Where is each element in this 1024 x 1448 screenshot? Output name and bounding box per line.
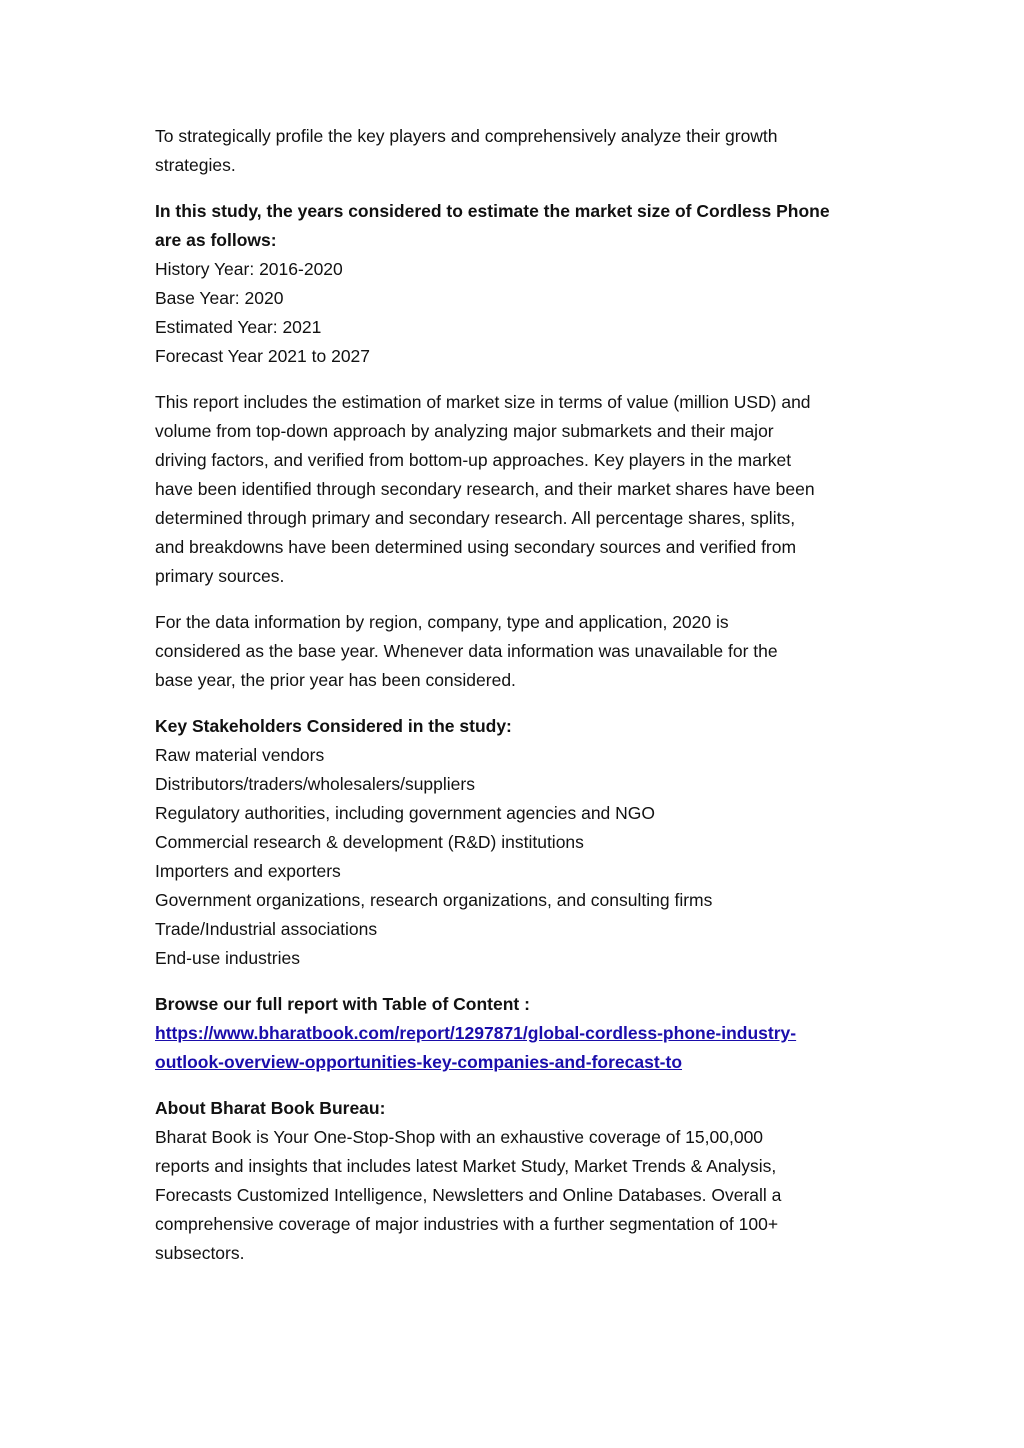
years-section — [155, 197, 885, 371]
report-paragraph — [155, 388, 885, 591]
intro-line: strategies. — [155, 155, 236, 175]
stakeholder-item: Distributors/traders/wholesalers/suppliers — [155, 774, 475, 794]
report-line: This report includes the estimation of market size in terms of value (million USD) and — [155, 392, 811, 412]
data-info-line: For the data information by region, company, type and application, 2020 is — [155, 612, 729, 632]
forecast-year: Forecast Year 2021 to 2027 — [155, 346, 371, 366]
document-page — [155, 122, 885, 1285]
estimated-year: Estimated Year: 2021 — [155, 317, 322, 337]
about-section — [155, 1094, 885, 1268]
report-line: have been identified through secondary research, and their market shares have been — [155, 479, 815, 499]
stakeholders-section — [155, 712, 885, 973]
about-line: reports and insights that includes latest Market Study, Market Trends & Analysis, — [155, 1156, 777, 1176]
stakeholder-item: Government organizations, research organizations, and consulting firms — [155, 890, 713, 910]
stakeholders-heading: Key Stakeholders Considered in the study: — [155, 716, 512, 736]
report-line: determined through primary and secondary research. All percentage shares, splits, — [155, 508, 796, 528]
about-line: Bharat Book is Your One-Stop-Shop with an exhaustive coverage of 15,00,000 — [155, 1127, 764, 1147]
data-info-paragraph — [155, 608, 885, 695]
intro-line: To strategically profile the key players and comprehensively analyze their growth — [155, 126, 778, 146]
report-line: volume from top-down approach by analyzing major submarkets and their major — [155, 421, 774, 441]
about-line: comprehensive coverage of major industries with a further segmentation of 100+ — [155, 1214, 779, 1234]
report-line: driving factors, and verified from bottom-up approaches. Key players in the market — [155, 450, 792, 470]
years-heading: are as follows: — [155, 230, 277, 250]
report-link-line[interactable]: outlook-overview-opportunities-key-companies-and-forecast-to — [155, 1052, 683, 1072]
stakeholder-item: Trade/Industrial associations — [155, 919, 378, 939]
about-line: Forecasts Customized Intelligence, Newsletters and Online Databases. Overall a — [155, 1185, 782, 1205]
about-heading: About Bharat Book Bureau: — [155, 1098, 386, 1118]
history-year: History Year: 2016-2020 — [155, 259, 343, 279]
stakeholder-item: Regulatory authorities, including government agencies and NGO — [155, 803, 656, 823]
browse-section — [155, 990, 885, 1077]
report-line: primary sources. — [155, 566, 285, 586]
stakeholder-item: Commercial research & development (R&D) institutions — [155, 832, 584, 852]
data-info-line: base year, the prior year has been considered. — [155, 670, 516, 690]
data-info-line: considered as the base year. Whenever data information was unavailable for the — [155, 641, 778, 661]
browse-heading: Browse our full report with Table of Content : — [155, 994, 530, 1014]
report-link-line[interactable]: https://www.bharatbook.com/report/1297871/global-cordless-phone-industry- — [155, 1023, 797, 1043]
report-line: and breakdowns have been determined using secondary sources and verified from — [155, 537, 797, 557]
stakeholder-item: Raw material vendors — [155, 745, 325, 765]
stakeholder-item: Importers and exporters — [155, 861, 341, 881]
intro-paragraph — [155, 122, 885, 180]
base-year: Base Year: 2020 — [155, 288, 284, 308]
report-link[interactable] — [155, 1019, 885, 1077]
years-heading: In this study, the years considered to estimate the market size of Cordless Phone — [155, 201, 830, 221]
about-line: subsectors. — [155, 1243, 245, 1263]
stakeholder-item: End-use industries — [155, 948, 300, 968]
